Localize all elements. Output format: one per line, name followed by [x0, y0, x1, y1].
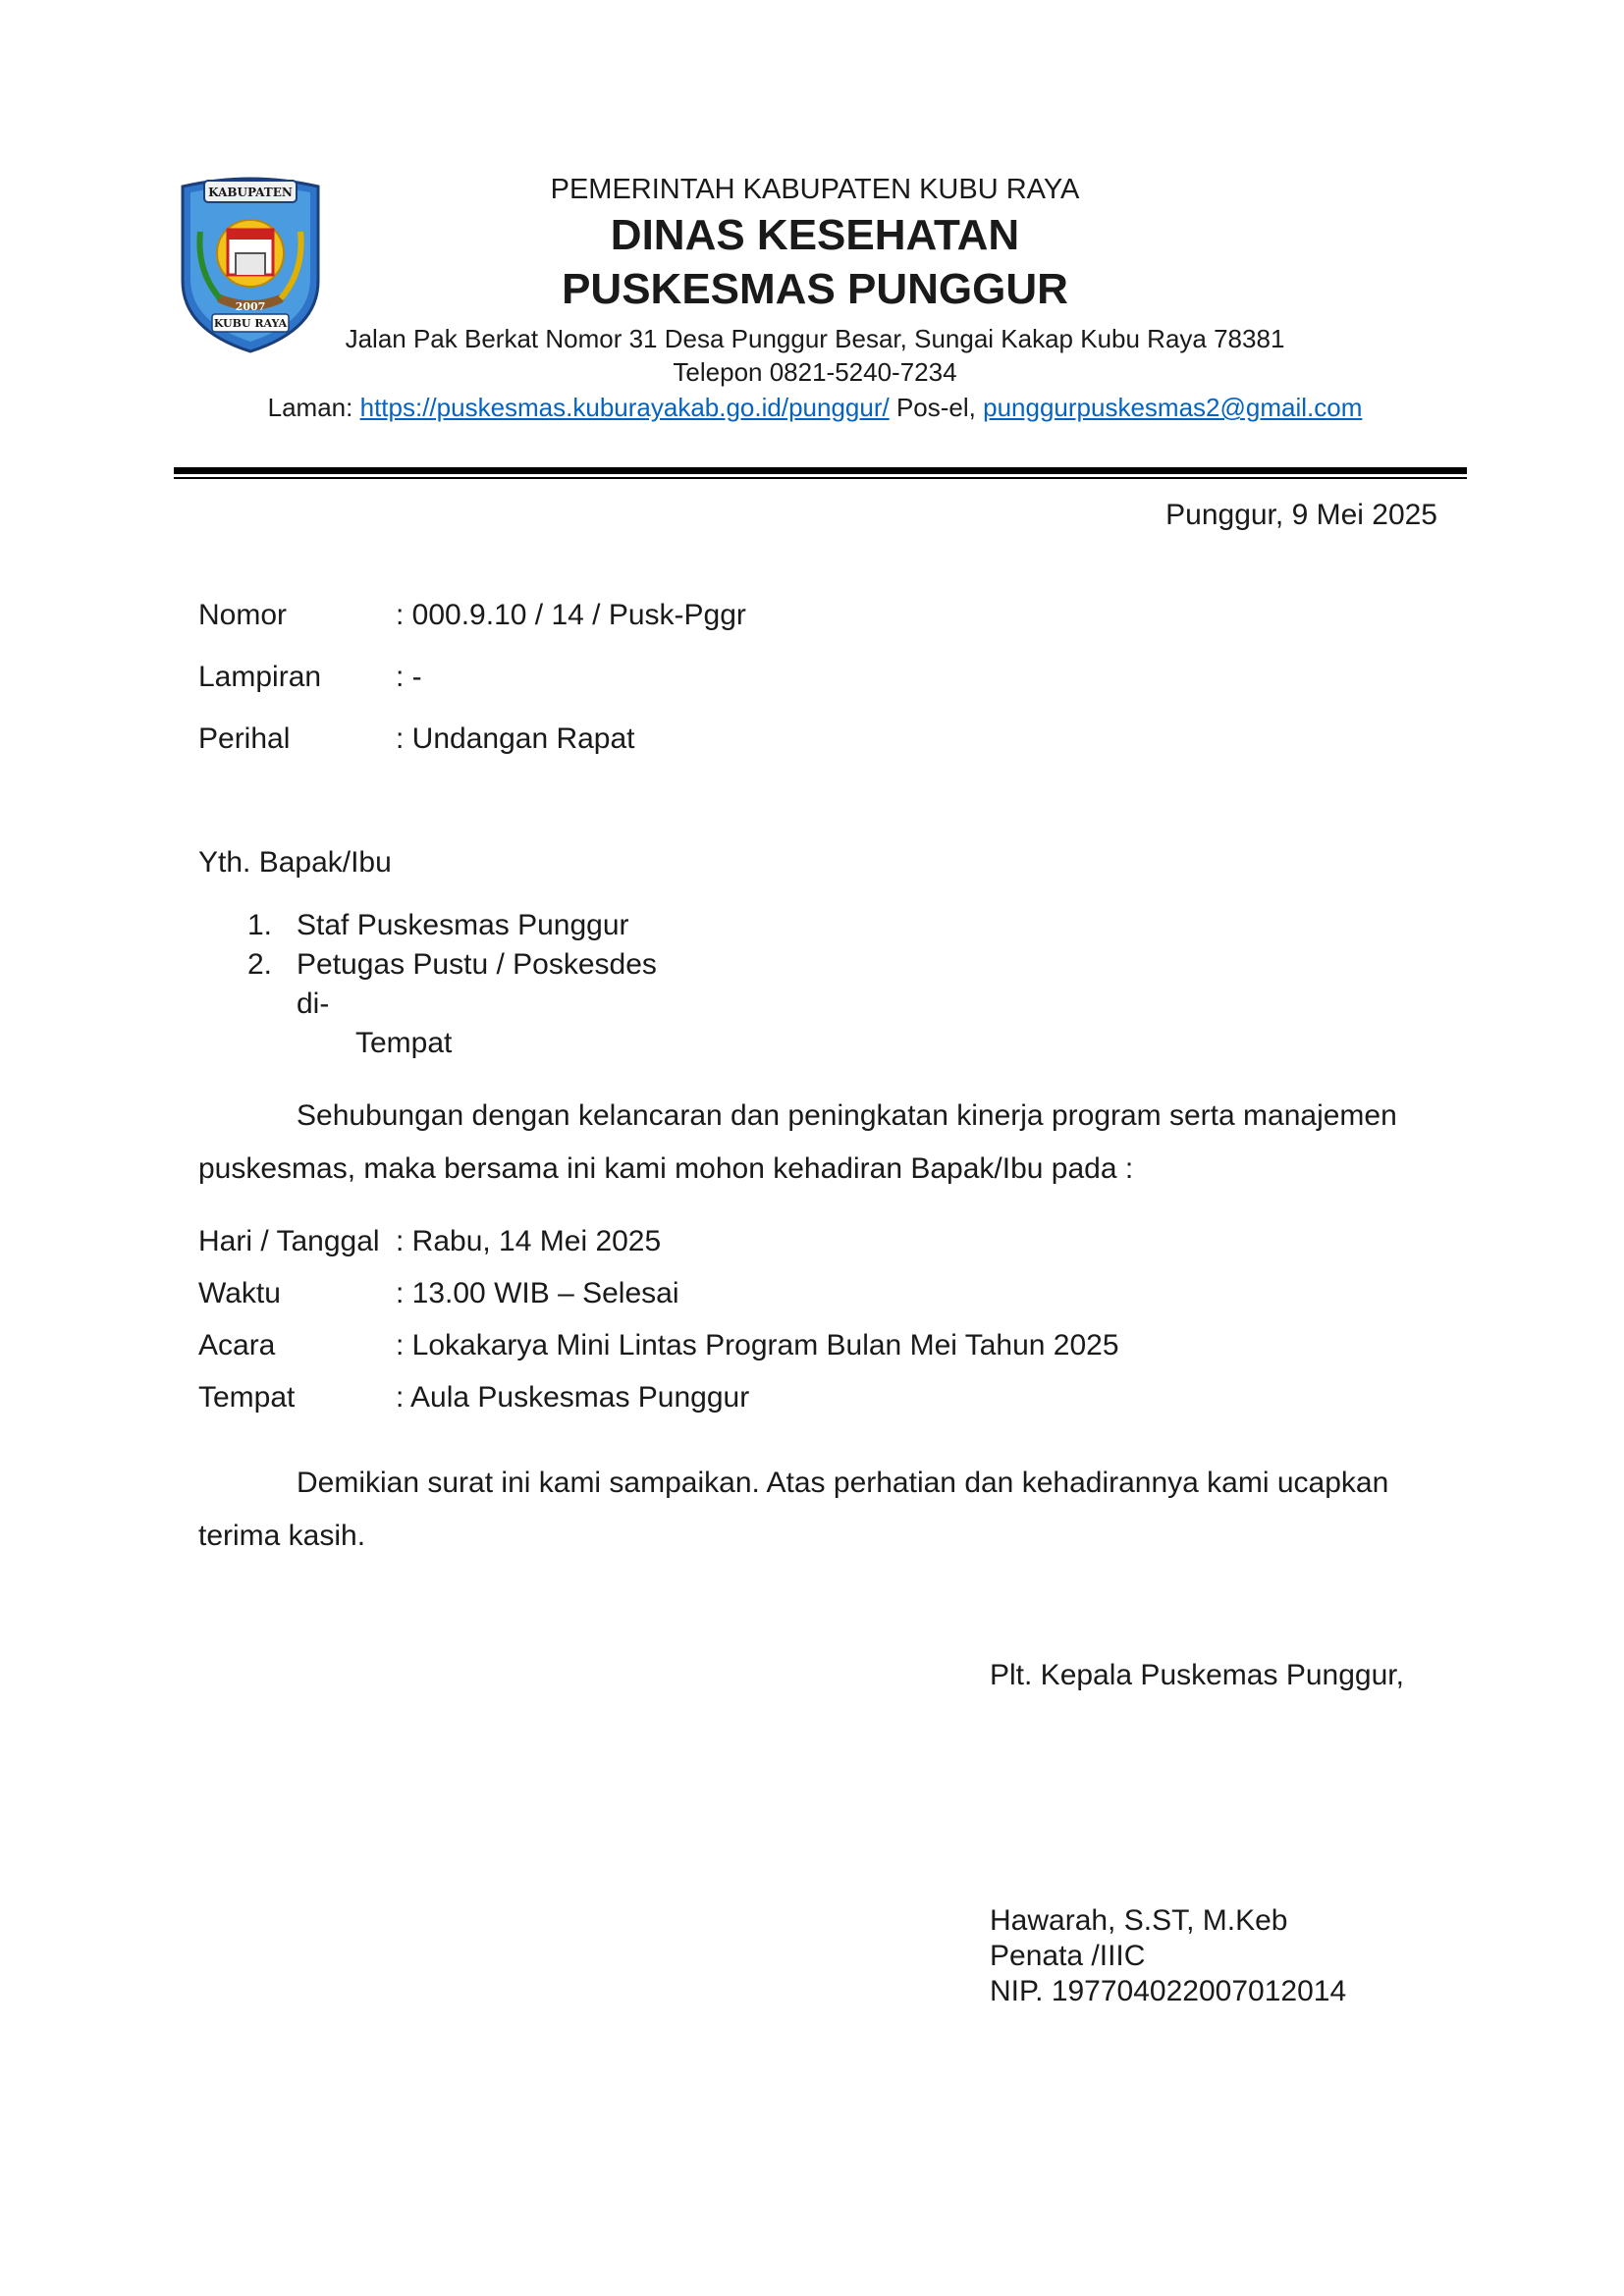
government-name: PEMERINTAH KABUPATEN KUBU RAYA — [550, 174, 1080, 205]
recipient-name: Petugas Pustu / Poskesdes — [297, 948, 657, 981]
detail-value-time: : 13.00 WIB – Selesai — [396, 1277, 679, 1309]
detail-value-date: : Rabu, 14 Mei 2025 — [396, 1225, 662, 1257]
address: Jalan Pak Berkat Nomor 31 Desa Punggur Besar, Sungai Kakap Kubu Raya 78381 — [345, 324, 1285, 353]
closing-paragraph — [198, 1457, 1435, 1563]
svg-text:KUBU RAYA: KUBU RAYA — [213, 317, 288, 330]
detail-label-event: Acara — [198, 1329, 276, 1362]
opening-line-2: puskesmas, maka bersama ini kami mohon kehadiran Bapak/Ibu pada : — [198, 1152, 1134, 1185]
detail-value-place: : Aula Puskesmas Punggur — [396, 1381, 750, 1414]
closing-line-1: Demikian surat ini kami sampaikan. Atas perhatian dan kehadirannya kami ucapkan — [297, 1467, 1389, 1499]
detail-label-date: Hari / Tanggal — [198, 1225, 380, 1257]
svg-text:2007: 2007 — [235, 300, 266, 313]
signatory-nip: NIP. 197704022007012014 — [990, 1975, 1347, 2007]
meta-value-lampiran: : - — [396, 661, 422, 693]
agency-name: DINAS KESEHATAN — [610, 211, 1020, 259]
contact-line — [196, 393, 1434, 423]
letterhead-rule-thick — [174, 467, 1467, 474]
recipient-number: 1. — [247, 909, 273, 941]
place-date: Punggur, 9 Mei 2025 — [1165, 499, 1437, 531]
signatory-name: Hawarah, S.ST, M.Keb — [990, 1904, 1288, 1937]
recipient-greeting: Yth. Bapak/Ibu — [198, 846, 392, 879]
phone: Telepon 0821-5240-7234 — [673, 357, 957, 387]
signatory-title: Plt. Kepala Puskemas Punggur, — [990, 1659, 1404, 1691]
opening-paragraph — [198, 1090, 1435, 1196]
meta-label-nomor: Nomor — [198, 599, 288, 631]
signatory-rank: Penata /IIIC — [990, 1940, 1146, 1972]
detail-value-event: : Lokakarya Mini Lintas Program Bulan Mei Tahun 2025 — [396, 1329, 1119, 1362]
detail-label-place: Tempat — [198, 1381, 296, 1414]
website-link[interactable]: https://puskesmas.kuburayakab.go.id/punggur/ — [359, 393, 890, 422]
recipient-di: di- — [297, 988, 330, 1020]
meta-value-nomor: : 000.9.10 / 14 / Pusk-Pggr — [396, 599, 746, 631]
email-link[interactable]: punggurpuskesmas2@gmail.com — [983, 393, 1363, 422]
meta-label-lampiran: Lampiran — [198, 661, 322, 693]
recipient-name: Staf Puskesmas Punggur — [297, 909, 629, 941]
unit-name: PUSKESMAS PUNGGUR — [562, 265, 1068, 313]
recipient-tempat: Tempat — [355, 1027, 453, 1059]
letterhead-rule-thin — [174, 477, 1467, 479]
closing-line-2: terima kasih. — [198, 1520, 366, 1552]
meta-value-perihal: : Undangan Rapat — [396, 722, 635, 755]
email-label: Pos-el, — [895, 393, 976, 422]
recipient-number: 2. — [247, 948, 273, 981]
svg-text:KABUPATEN: KABUPATEN — [208, 186, 293, 199]
meta-label-perihal: Perihal — [198, 722, 291, 755]
opening-line-1: Sehubungan dengan kelancaran dan peningkatan kinerja program serta manajemen — [297, 1099, 1397, 1132]
detail-label-time: Waktu — [198, 1277, 281, 1309]
web-label: Laman: — [267, 393, 353, 422]
